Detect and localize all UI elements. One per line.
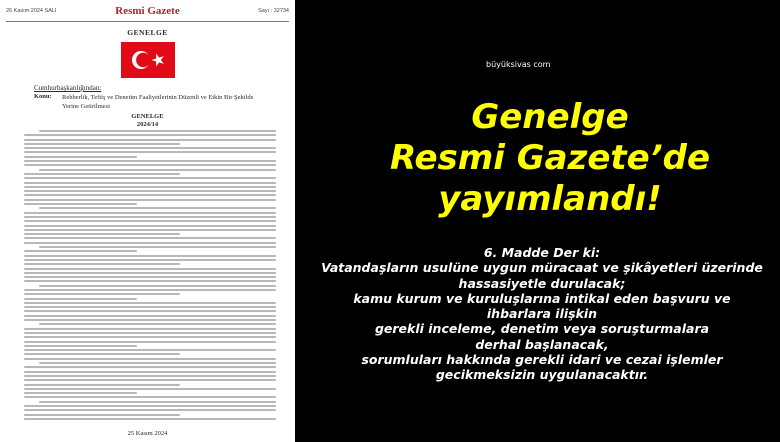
article-line: 6. Madde Der ki: (483, 245, 601, 260)
body-text-line (24, 418, 276, 420)
site-watermark: büyüksivas com (486, 60, 551, 69)
genelge-title: GENELGE (131, 113, 164, 120)
article-line: derhal başlanacak, (475, 336, 609, 352)
body-text-line (24, 177, 276, 179)
genelge-number: 2024/14 (136, 121, 159, 128)
headline (340, 97, 760, 220)
body-text-line (24, 147, 276, 149)
headline-line: Resmi Gazete’de (389, 138, 711, 178)
body-text-line (24, 405, 276, 407)
body-text-line (39, 323, 276, 325)
body-text-line (24, 358, 276, 360)
body-text-line (24, 190, 276, 192)
body-text-line (24, 289, 276, 291)
subject-value: Rehberlik, Teftiş ve Denetim Faaliyetlerinin Düzenli ve Etkin Bir Şekilde Yerine Getirilmesi (62, 94, 254, 110)
body-text-line (24, 371, 276, 373)
body-text-line (24, 384, 180, 386)
body-text-line (24, 233, 180, 235)
body-text-line (24, 388, 276, 390)
body-text-line (24, 225, 276, 227)
article-line: gerekli inceleme, denetim veya soruşturmalara (374, 321, 710, 337)
document-body-text (24, 130, 276, 422)
article-line: hassasiyetle durulacak; (458, 275, 626, 291)
masthead (6, 7, 289, 19)
body-text-line (39, 285, 276, 287)
body-text-line (24, 276, 276, 278)
body-text-line (24, 306, 276, 308)
body-text-line (24, 302, 276, 304)
body-text-line (24, 199, 276, 201)
article-excerpt (318, 245, 766, 383)
headline-line: yayımlandı! (438, 179, 662, 219)
body-text-line (24, 259, 276, 261)
body-text-line (24, 139, 276, 141)
body-text-line (24, 379, 276, 381)
body-text-line (24, 237, 276, 239)
body-text-line (24, 414, 180, 416)
article-line: kamu kurum ve kuruluşlarına intikal eden başvuru ve (353, 290, 731, 306)
body-text-line (24, 268, 276, 270)
body-text-line (39, 362, 276, 364)
body-text-line (24, 409, 276, 411)
headline-line: Genelge (471, 97, 629, 137)
body-text-line (24, 263, 180, 265)
body-text-line (24, 341, 276, 343)
body-text-line (24, 203, 137, 205)
body-text-line (24, 298, 137, 300)
body-text-line (24, 332, 276, 334)
genelge-number-block (0, 113, 295, 129)
document-type: GENELGE (127, 28, 168, 37)
body-text-line (24, 220, 276, 222)
body-text-line (24, 173, 180, 175)
masthead-rule (6, 21, 289, 22)
turkish-flag-icon (121, 42, 175, 78)
body-text-line (24, 315, 276, 317)
body-text-line (24, 319, 276, 321)
body-text-line (24, 134, 276, 136)
body-text-line (24, 182, 276, 184)
body-text-line (24, 143, 180, 145)
body-text-line (24, 396, 276, 398)
body-text-line (24, 250, 137, 252)
body-text-line (24, 280, 276, 282)
body-text-line (24, 160, 276, 162)
newspaper-name: Resmi Gazete (115, 5, 180, 17)
body-text-line (24, 186, 276, 188)
article-line: gecikmeksizin uygulanacaktır. (435, 367, 649, 383)
body-text-line (39, 401, 276, 403)
body-text-line (39, 169, 276, 171)
body-text-line (24, 229, 276, 231)
body-text-line (24, 293, 180, 295)
article-line: ihbarlara ilişkin (486, 306, 598, 322)
body-text-line (24, 349, 276, 351)
body-text-line (24, 353, 180, 355)
body-text-line (24, 212, 276, 214)
subject-key: Konu: (34, 93, 52, 100)
article-line: sorumluları hakkında gerekli idari ve cezai işlemler (361, 352, 723, 368)
newspaper-page (0, 0, 295, 442)
body-text-line (24, 164, 276, 166)
body-text-line (24, 156, 137, 158)
body-text-line (24, 392, 137, 394)
body-text-line (39, 130, 276, 132)
body-text-line (24, 328, 276, 330)
newspaper-date: 26 Kasım 2024 SALI (6, 8, 57, 14)
signature-date: 25 Kasım 2024 (127, 430, 168, 437)
body-text-line (24, 194, 276, 196)
body-text-line (24, 272, 276, 274)
body-text-line (39, 207, 276, 209)
article-line: Vatandaşların usulüne uygun müracaat ve şikâyetleri üzerinde (321, 260, 763, 276)
body-text-line (24, 151, 276, 153)
body-text-line (24, 336, 276, 338)
body-text-line (24, 375, 276, 377)
body-text-line (24, 216, 276, 218)
body-text-line (24, 242, 276, 244)
newspaper-issue: Sayı : 32734 (258, 8, 289, 14)
issuer-label: Cumhurbaşkanlığından: (34, 84, 102, 92)
body-text-line (24, 366, 276, 368)
body-text-line (24, 255, 276, 257)
body-text-line (24, 310, 276, 312)
body-text-line (39, 246, 276, 248)
body-text-line (24, 345, 137, 347)
